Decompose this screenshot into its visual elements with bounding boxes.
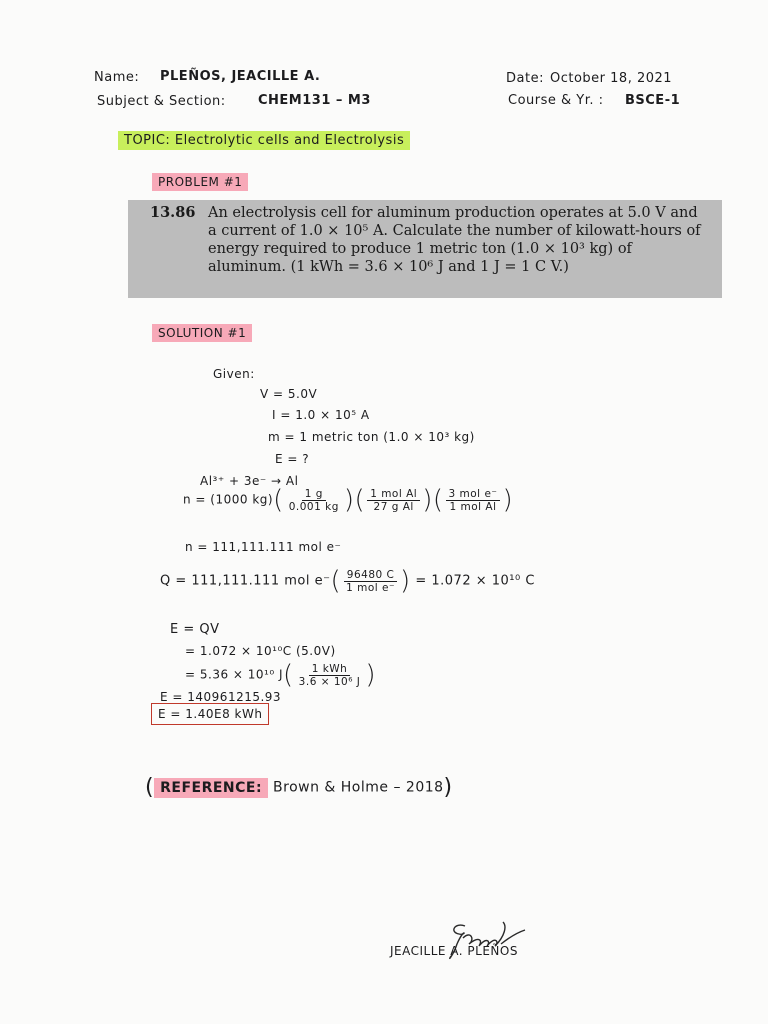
problem-heading bbox=[152, 175, 248, 189]
reference-text: Brown & Holme – 2018 bbox=[273, 779, 444, 796]
frac-e-den: 1 mol Al bbox=[449, 500, 497, 513]
moles-result: n = 111,111.111 mol e⁻ bbox=[185, 540, 342, 554]
subject-value: CHEM131 – M3 bbox=[258, 93, 371, 108]
charge-calc-prefix: Q = 111,111.111 mol e⁻ bbox=[160, 573, 331, 589]
frac-mol-num: 1 mol Al bbox=[367, 488, 420, 501]
energy-step-2: = 5.36 × 10¹⁰ J( $\frac{\text{1 kWh}}{\text{3.6 × 10⁶ J}}$ ) bbox=[185, 660, 377, 690]
name-label: Name: bbox=[94, 70, 140, 85]
energy-step-3: E = 140961215.93 bbox=[160, 690, 282, 704]
frac-e-num: 3 mol e⁻ bbox=[446, 488, 501, 501]
frac-mol-den: 27 g Al bbox=[373, 500, 414, 513]
given-label: Given: bbox=[213, 367, 255, 381]
problem-heading-highlight: PROBLEM #1 bbox=[152, 173, 248, 191]
final-answer bbox=[151, 707, 269, 721]
frac-g-den: 0.001 kg bbox=[288, 500, 339, 513]
topic-highlight: TOPIC: Electrolytic cells and Electrolysis bbox=[118, 131, 410, 150]
final-answer-box: E = 1.40E8 kWh bbox=[151, 703, 269, 725]
moles-calculation: n = (1000 kg)( $\frac{1 g}{0.001 kg}$ )( $\frac{\text{1 mol Al}}{\text{27 g Al}}$ )( $\frac{\text{3 mol e⁻}}{\text{1 mol Al}}$ ) bbox=[183, 485, 514, 515]
given-energy: E = ? bbox=[275, 452, 310, 466]
course-label: Course & Yr. : bbox=[508, 93, 604, 108]
charge-calculation: Q = 111,111.111 mol e⁻( $\frac{96480 C}{\text{1 mol e⁻}}$ ) = 1.072 × 10¹⁰ C bbox=[160, 566, 535, 596]
problem-number: 13.86 bbox=[150, 204, 196, 221]
date-label: Date: bbox=[506, 71, 544, 86]
signature-name: JEACILLE A. PLEÑOS bbox=[390, 944, 518, 958]
solution-heading bbox=[152, 326, 252, 340]
energy-step-1: = 1.072 × 10¹⁰C (5.0V) bbox=[185, 644, 336, 658]
moles-calc-prefix: n = (1000 kg) bbox=[183, 492, 274, 507]
problem-text: An electrolysis cell for aluminum production operates at 5.0 V and a current of 1.0 × 10⁵ A. Calculate the number of kilowatt-hours of energy required to produce 1 metric ton (1.0 × 10³ kg) of aluminum. (1 kWh = 3.6 × 10⁶ J and 1 J = 1 C V.) bbox=[208, 205, 701, 275]
signature-scribble bbox=[445, 918, 530, 968]
reference: ( REFERENCE: Brown & Holme – 2018) bbox=[145, 775, 453, 800]
date-value: October 18, 2021 bbox=[550, 71, 673, 86]
energy-step-2-prefix: = 5.36 × 10¹⁰ J bbox=[185, 667, 284, 682]
frac-g-num: 1 g bbox=[302, 488, 326, 501]
reference-label: REFERENCE: bbox=[154, 778, 268, 798]
faraday-num: 96480 C bbox=[344, 569, 398, 582]
course-value: BSCE-1 bbox=[625, 93, 681, 108]
faraday-den: 1 mol e⁻ bbox=[346, 581, 396, 594]
given-voltage: V = 5.0V bbox=[260, 387, 318, 401]
given-current: I = 1.0 × 10⁵ A bbox=[272, 408, 370, 422]
kwh-conv-num: 1 kWh bbox=[309, 663, 351, 676]
energy-formula: E = QV bbox=[170, 622, 220, 637]
name-value: PLEÑOS, JEACILLE A. bbox=[160, 69, 321, 84]
subject-label: Subject & Section: bbox=[97, 94, 226, 109]
solution-heading-highlight: SOLUTION #1 bbox=[152, 324, 252, 342]
problem-statement-box bbox=[128, 200, 722, 298]
charge-result: = 1.072 × 10¹⁰ C bbox=[415, 573, 535, 589]
given-mass: m = 1 metric ton (1.0 × 10³ kg) bbox=[268, 430, 475, 444]
half-reaction: Al³⁺ + 3e⁻ → Al bbox=[200, 474, 299, 488]
topic-heading bbox=[118, 133, 410, 148]
kwh-conv-den: 3.6 × 10⁶ J bbox=[298, 675, 361, 688]
